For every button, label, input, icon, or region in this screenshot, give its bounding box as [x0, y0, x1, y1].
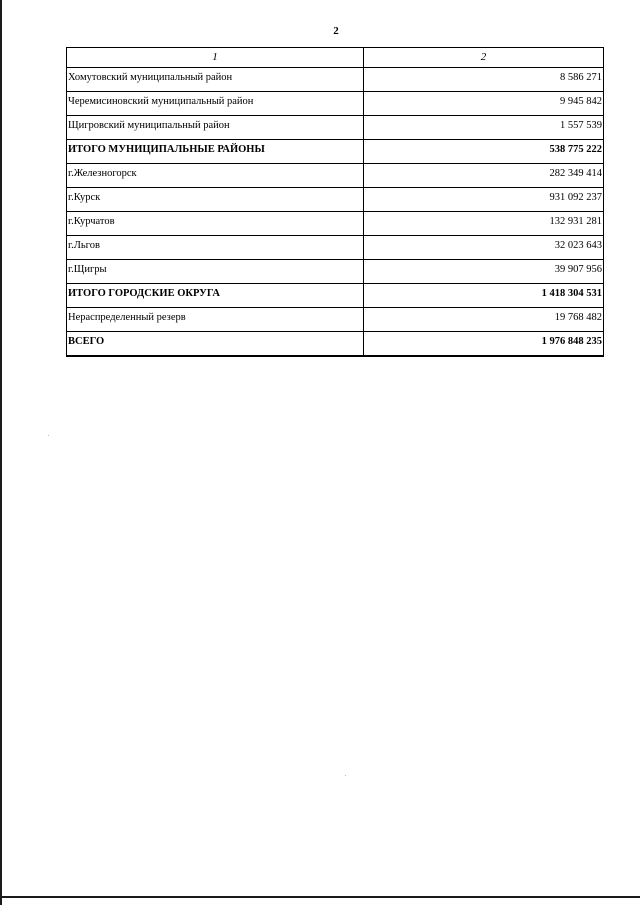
row-name: г.Курчатов: [67, 212, 364, 236]
table-row: [67, 212, 604, 236]
row-name: Черемисиновский муниципальный район: [67, 92, 364, 116]
column-header-1: 1: [67, 48, 364, 68]
row-value: 19 768 482: [364, 308, 604, 332]
row-name: г.Щигры: [67, 260, 364, 284]
total-row-city-districts: [67, 284, 604, 308]
table-header-row: [67, 48, 604, 68]
scan-speck: [345, 775, 346, 776]
row-value: 1 557 539: [364, 116, 604, 140]
row-value: 32 023 643: [364, 236, 604, 260]
table-row: [67, 260, 604, 284]
row-name: Щигровский муниципальный район: [67, 116, 364, 140]
row-name: Хомутовский муниципальный район: [67, 68, 364, 92]
row-value: 132 931 281: [364, 212, 604, 236]
table-row: [67, 116, 604, 140]
row-value: 1 418 304 531: [364, 284, 604, 308]
scan-bottom-border: [0, 896, 640, 898]
row-value: 1 976 848 235: [364, 332, 604, 357]
row-value: 538 775 222: [364, 140, 604, 164]
row-value: 931 092 237: [364, 188, 604, 212]
row-value: 282 349 414: [364, 164, 604, 188]
row-name: ИТОГО ГОРОДСКИЕ ОКРУГА: [67, 284, 364, 308]
total-row-municipal-districts: [67, 140, 604, 164]
table-row: [67, 92, 604, 116]
table-row: [67, 68, 604, 92]
budget-allocation-table: [66, 47, 604, 357]
row-name: Нераспределенный резерв: [67, 308, 364, 332]
grand-total-row: [67, 332, 604, 357]
row-name: г.Курск: [67, 188, 364, 212]
page-number: 2: [333, 25, 339, 37]
row-name: г.Льгов: [67, 236, 364, 260]
row-value: 9 945 842: [364, 92, 604, 116]
column-header-2: 2: [364, 48, 604, 68]
row-name: г.Железногорск: [67, 164, 364, 188]
row-name: ВСЕГО: [67, 332, 364, 357]
table-row: [67, 164, 604, 188]
row-name: ИТОГО МУНИЦИПАЛЬНЫЕ РАЙОНЫ: [67, 140, 364, 164]
scan-speck: [48, 435, 49, 436]
table-row: [67, 236, 604, 260]
row-value: 39 907 956: [364, 260, 604, 284]
scan-left-border: [0, 0, 2, 905]
table-row: [67, 188, 604, 212]
table-row: [67, 308, 604, 332]
row-value: 8 586 271: [364, 68, 604, 92]
